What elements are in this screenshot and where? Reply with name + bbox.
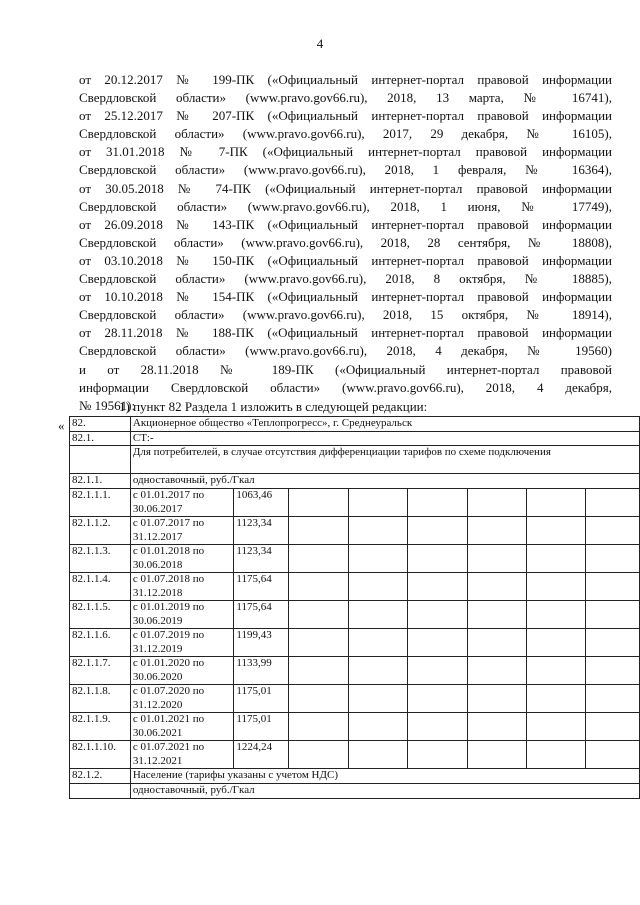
- empty-cell: [526, 517, 585, 545]
- tariff-value: 1199,43: [234, 629, 289, 657]
- reference-line: и от 28.11.2018 № 189-ПК («Официальный интернет-портал правовой: [79, 361, 612, 377]
- empty-cell: [526, 489, 585, 517]
- tariff-row: [70, 685, 640, 713]
- reference-line: от 28.11.2018 № 188-ПК («Официальный интернет-портал правовой информации: [79, 325, 612, 341]
- empty-cell: [408, 601, 467, 629]
- tariff-row: [70, 545, 640, 573]
- empty-cell: [586, 629, 640, 657]
- empty-cell: [348, 573, 407, 601]
- row-number: 82.1.2.: [70, 769, 131, 784]
- empty-cell: [408, 517, 467, 545]
- tariff-period: с 01.07.2019 по 31.12.2019: [130, 629, 234, 657]
- empty-cell: [467, 629, 526, 657]
- empty-cell: [467, 489, 526, 517]
- opening-quote: «: [58, 418, 65, 433]
- empty-cell: [408, 629, 467, 657]
- one-part-label: одноставочный, руб./Гкал: [130, 474, 639, 489]
- empty-cell: [408, 489, 467, 517]
- row-number: 82.1.1.8.: [70, 685, 131, 713]
- reference-line: Свердловской области» (www.pravo.gov66.ru), 2017, 29 декабря, № 16105),: [79, 126, 612, 142]
- consumers-row: [70, 446, 640, 474]
- tariff-value: 1123,34: [234, 517, 289, 545]
- empty-cell: [586, 713, 640, 741]
- empty-cell: [348, 601, 407, 629]
- row-number: 82.1.1.4.: [70, 573, 131, 601]
- tariff-period: с 01.01.2021 по 30.06.2021: [130, 713, 234, 741]
- reference-line: от 03.10.2018 № 150-ПК («Официальный интернет-портал правовой информации: [79, 252, 612, 268]
- population-row: [70, 769, 640, 784]
- tariff-period: с 01.07.2018 по 31.12.2018: [130, 573, 234, 601]
- empty-cell: [348, 629, 407, 657]
- organization-name: Акционерное общество «Теплопрогресс», г. Среднеуральск: [130, 417, 639, 432]
- tariff-period: с 01.01.2017 по 30.06.2017: [130, 489, 234, 517]
- empty-cell: [289, 601, 348, 629]
- reference-line: от 10.10.2018 № 154-ПК («Официальный интернет-портал правовой информации: [79, 289, 612, 305]
- reference-line: от 20.12.2017 № 199-ПК («Официальный интернет-портал правовой информации: [79, 72, 612, 87]
- row-number: 82.1.1.7.: [70, 657, 131, 685]
- empty-cell: [408, 545, 467, 573]
- empty-cell: [289, 489, 348, 517]
- tariff-row: [70, 629, 640, 657]
- empty-cell: [467, 685, 526, 713]
- tariff-period: с 01.01.2018 по 30.06.2018: [130, 545, 234, 573]
- empty-cell: [289, 573, 348, 601]
- reference-line: от 26.09.2018 № 143-ПК («Официальный интернет-портал правовой информации: [79, 216, 612, 232]
- population-label: Население (тарифы указаны с учетом НДС): [130, 769, 639, 784]
- empty-cell: [586, 489, 640, 517]
- reference-line: Свердловской области» (www.pravo.gov66.ru), 2018, 1 февраля, № 16364),: [79, 162, 612, 178]
- empty-cell: [348, 713, 407, 741]
- tariff-period: с 01.07.2021 по 31.12.2021: [130, 741, 234, 769]
- amendment-references: [79, 71, 612, 415]
- tariff-period: с 01.01.2019 по 30.06.2019: [130, 601, 234, 629]
- empty-cell: [408, 685, 467, 713]
- empty-cell: [289, 545, 348, 573]
- row-number: [70, 784, 131, 799]
- empty-cell: [289, 685, 348, 713]
- empty-cell: [467, 657, 526, 685]
- empty-cell: [526, 685, 585, 713]
- consumers-label: Для потребителей, в случае отсутствия дифференциации тарифов по схеме подключения: [130, 446, 639, 474]
- tariff-row: [70, 713, 640, 741]
- tariff-row: [70, 573, 640, 601]
- empty-cell: [408, 573, 467, 601]
- reference-line: № 19561):: [79, 397, 136, 413]
- tariff-row: [70, 489, 640, 517]
- tariff-row: [70, 657, 640, 685]
- tariff-row: [70, 741, 640, 769]
- empty-cell: [526, 713, 585, 741]
- empty-cell: [526, 629, 585, 657]
- row-number: 82.1.: [70, 431, 131, 446]
- empty-cell: [526, 545, 585, 573]
- row-number: 82.1.1.: [70, 474, 131, 489]
- empty-cell: [348, 685, 407, 713]
- row-number: 82.1.1.2.: [70, 517, 131, 545]
- population-one-part-row: [70, 784, 640, 799]
- reference-line: от 31.01.2018 № 7-ПК («Официальный интернет-портал правовой информации: [79, 144, 612, 160]
- empty-cell: [467, 713, 526, 741]
- tariff-value: 1175,01: [234, 685, 289, 713]
- row-number: 82.1.1.5.: [70, 601, 131, 629]
- empty-cell: [348, 741, 407, 769]
- item-1-text: 1) пункт 82 Раздела 1 изложить в следующей редакции:: [119, 399, 428, 414]
- empty-cell: [526, 601, 585, 629]
- empty-cell: [467, 545, 526, 573]
- ct-row: [70, 431, 640, 446]
- row-number: 82.1.1.9.: [70, 713, 131, 741]
- empty-cell: [467, 601, 526, 629]
- empty-cell: [348, 545, 407, 573]
- row-number: 82.: [70, 417, 131, 432]
- reference-line: Свердловской области» (www.pravo.gov66.ru), 2018, 13 марта, № 16741),: [79, 90, 612, 106]
- row-number: 82.1.1.1.: [70, 489, 131, 517]
- one-part-row: [70, 474, 640, 489]
- reference-line: информации Свердловской области» (www.pravo.gov66.ru), 2018, 4 декабря,: [79, 379, 612, 395]
- tariff-value: 1224,24: [234, 741, 289, 769]
- row-number: 82.1.1.10.: [70, 741, 131, 769]
- reference-line: Свердловской области» (www.pravo.gov66.ru), 2018, 4 декабря, № 19560): [79, 343, 612, 359]
- tariff-row: [70, 601, 640, 629]
- empty-cell: [289, 517, 348, 545]
- empty-cell: [289, 629, 348, 657]
- reference-line: Свердловской области» (www.pravo.gov66.ru), 2018, 8 октября, № 18885),: [79, 271, 612, 287]
- empty-cell: [586, 685, 640, 713]
- empty-cell: [586, 741, 640, 769]
- empty-cell: [289, 713, 348, 741]
- empty-cell: [408, 713, 467, 741]
- empty-cell: [408, 741, 467, 769]
- tariff-value: 1123,34: [234, 545, 289, 573]
- tariff-period: с 01.07.2020 по 31.12.2020: [130, 685, 234, 713]
- tariff-row: [70, 517, 640, 545]
- tariff-value: 1175,01: [234, 713, 289, 741]
- row-number: 82.1.1.3.: [70, 545, 131, 573]
- reference-line: Свердловской области» (www.pravo.gov66.ru), 2018, 15 октября, № 18914),: [79, 307, 612, 323]
- tariff-period: с 01.01.2020 по 30.06.2020: [130, 657, 234, 685]
- reference-line: от 25.12.2017 № 207-ПК («Официальный интернет-портал правовой информации: [79, 108, 612, 124]
- page-number: 4: [316, 36, 324, 51]
- tariff-value: 1063,46: [234, 489, 289, 517]
- empty-cell: [586, 601, 640, 629]
- empty-cell: [289, 741, 348, 769]
- empty-cell: [586, 517, 640, 545]
- empty-cell: [348, 657, 407, 685]
- ct-label: СТ:-: [130, 431, 639, 446]
- empty-cell: [467, 741, 526, 769]
- empty-cell: [289, 657, 348, 685]
- empty-cell: [348, 517, 407, 545]
- tariff-value: 1175,64: [234, 601, 289, 629]
- empty-cell: [526, 573, 585, 601]
- empty-cell: [586, 545, 640, 573]
- reference-line: Свердловской области» (www.pravo.gov66.ru), 2018, 1 июня, № 17749),: [79, 198, 612, 214]
- row-number: 82.1.1.6.: [70, 629, 131, 657]
- empty-cell: [467, 573, 526, 601]
- tariff-period: с 01.07.2017 по 31.12.2017: [130, 517, 234, 545]
- tariff-value: 1175,64: [234, 573, 289, 601]
- org-row: [70, 417, 640, 432]
- empty-cell: [526, 741, 585, 769]
- tariff-value: 1133,99: [234, 657, 289, 685]
- empty-cell: [526, 657, 585, 685]
- row-number: [70, 446, 131, 474]
- empty-cell: [586, 657, 640, 685]
- empty-cell: [408, 657, 467, 685]
- tariff-table: [69, 416, 640, 799]
- population-one-part-label: одноставочный, руб./Гкал: [130, 784, 639, 799]
- empty-cell: [348, 489, 407, 517]
- reference-line: от 30.05.2018 № 74-ПК («Официальный интернет-портал правовой информации: [79, 180, 612, 196]
- empty-cell: [467, 517, 526, 545]
- reference-line: Свердловской области» (www.pravo.gov66.ru), 2018, 28 сентября, № 18808),: [79, 234, 612, 250]
- empty-cell: [586, 573, 640, 601]
